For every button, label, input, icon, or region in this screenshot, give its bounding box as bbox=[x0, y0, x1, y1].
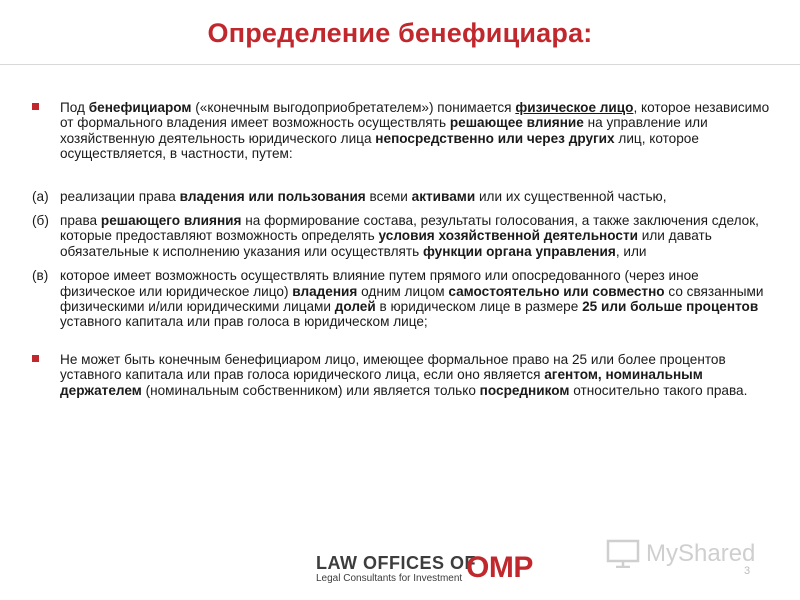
page-number: 3 bbox=[744, 565, 751, 577]
text: Под bbox=[60, 100, 89, 115]
bold-text: решающее влияние bbox=[449, 115, 584, 131]
logo-omp: OMP bbox=[466, 551, 533, 584]
text: реализации права bbox=[60, 188, 180, 204]
slide-content bbox=[32, 100, 777, 398]
square-bullet-icon bbox=[32, 355, 39, 362]
bold-text: владения или пользования bbox=[179, 188, 366, 204]
text: на формирование состава, результаты голосования, а также заключения сделок, которые предоставляют возможность определять bbox=[60, 213, 759, 244]
sub-item-marker: (а) bbox=[32, 188, 49, 204]
presentation-icon bbox=[606, 538, 642, 568]
title-divider bbox=[0, 64, 800, 65]
text: , которое независимо от формального владения имеет возможность осуществлять bbox=[60, 100, 770, 131]
law-offices-logo bbox=[316, 553, 546, 587]
text: лиц, которое осуществляется, в частности, путем: bbox=[60, 130, 699, 162]
bold-text: долей bbox=[334, 299, 376, 315]
square-bullet-icon bbox=[32, 103, 39, 110]
sub-item-marker: (в) bbox=[32, 268, 49, 284]
text: всеми bbox=[365, 188, 412, 204]
text: со связанными физическими и/или юридическими лицами bbox=[60, 283, 764, 315]
underlined-text: физическое лицо bbox=[515, 100, 634, 115]
text: Не может быть конечным бенефициаром лицо, имеющее формальное право на 25 или более процентов уставного капитала или прав голоса юридического лица, если оно является bbox=[60, 351, 726, 383]
bullet-paragraph-exclusion bbox=[32, 352, 777, 398]
bold-text: самостоятельно или совместно bbox=[448, 283, 665, 299]
text: относительно такого права. bbox=[569, 382, 748, 398]
myshared-watermark bbox=[606, 538, 766, 568]
text: , или bbox=[615, 243, 647, 259]
text: в юридическом лице в размере bbox=[375, 299, 583, 315]
bold-text: посредником bbox=[479, 382, 570, 398]
sub-item-marker: (б) bbox=[32, 213, 49, 229]
bold-text: функции органа управления bbox=[422, 243, 616, 259]
sub-item-c bbox=[32, 268, 777, 330]
text: (номинальным собственником) или является только bbox=[141, 382, 480, 398]
bullet-paragraph-definition bbox=[32, 100, 777, 162]
logo-subtitle: Legal Consultants for Investment bbox=[316, 573, 463, 584]
text: на управление или хозяйственную деятельность юридического лица bbox=[60, 115, 708, 146]
text: которое имеет возможность осуществлять влияние путем прямого или опосредованного (через иное физическое или юридическое лицо) bbox=[60, 268, 699, 299]
bold-text: активами bbox=[411, 188, 476, 204]
bold-text: 25 или больше процентов bbox=[582, 299, 759, 315]
text: или их существенной частью, bbox=[475, 188, 667, 204]
bold-text: бенефициаром bbox=[88, 100, 192, 115]
logo-law-text: LAW OFFICES OF bbox=[316, 553, 476, 573]
bold-text: непосредственно или через других bbox=[375, 130, 615, 146]
text: одним лицом bbox=[357, 283, 449, 299]
text: («конечным выгодоприобретателем») понимается bbox=[191, 100, 516, 115]
watermark-text: MyShared bbox=[646, 540, 756, 567]
slide-title: Определение бенефициара: bbox=[207, 18, 593, 48]
text: или давать обязательные к исполнению указания или осуществлять bbox=[60, 228, 712, 259]
bold-text: агентом, номинальным держателем bbox=[60, 367, 703, 398]
bold-text: решающего влияния bbox=[100, 213, 242, 229]
sub-item-b bbox=[32, 213, 777, 259]
sub-item-a bbox=[32, 189, 777, 204]
bold-text: владения bbox=[292, 283, 358, 299]
text: права bbox=[60, 213, 101, 229]
text: уставного капитала или прав голоса в юридическом лице; bbox=[60, 314, 428, 330]
bold-text: условия хозяйственной деятельности bbox=[378, 228, 638, 244]
